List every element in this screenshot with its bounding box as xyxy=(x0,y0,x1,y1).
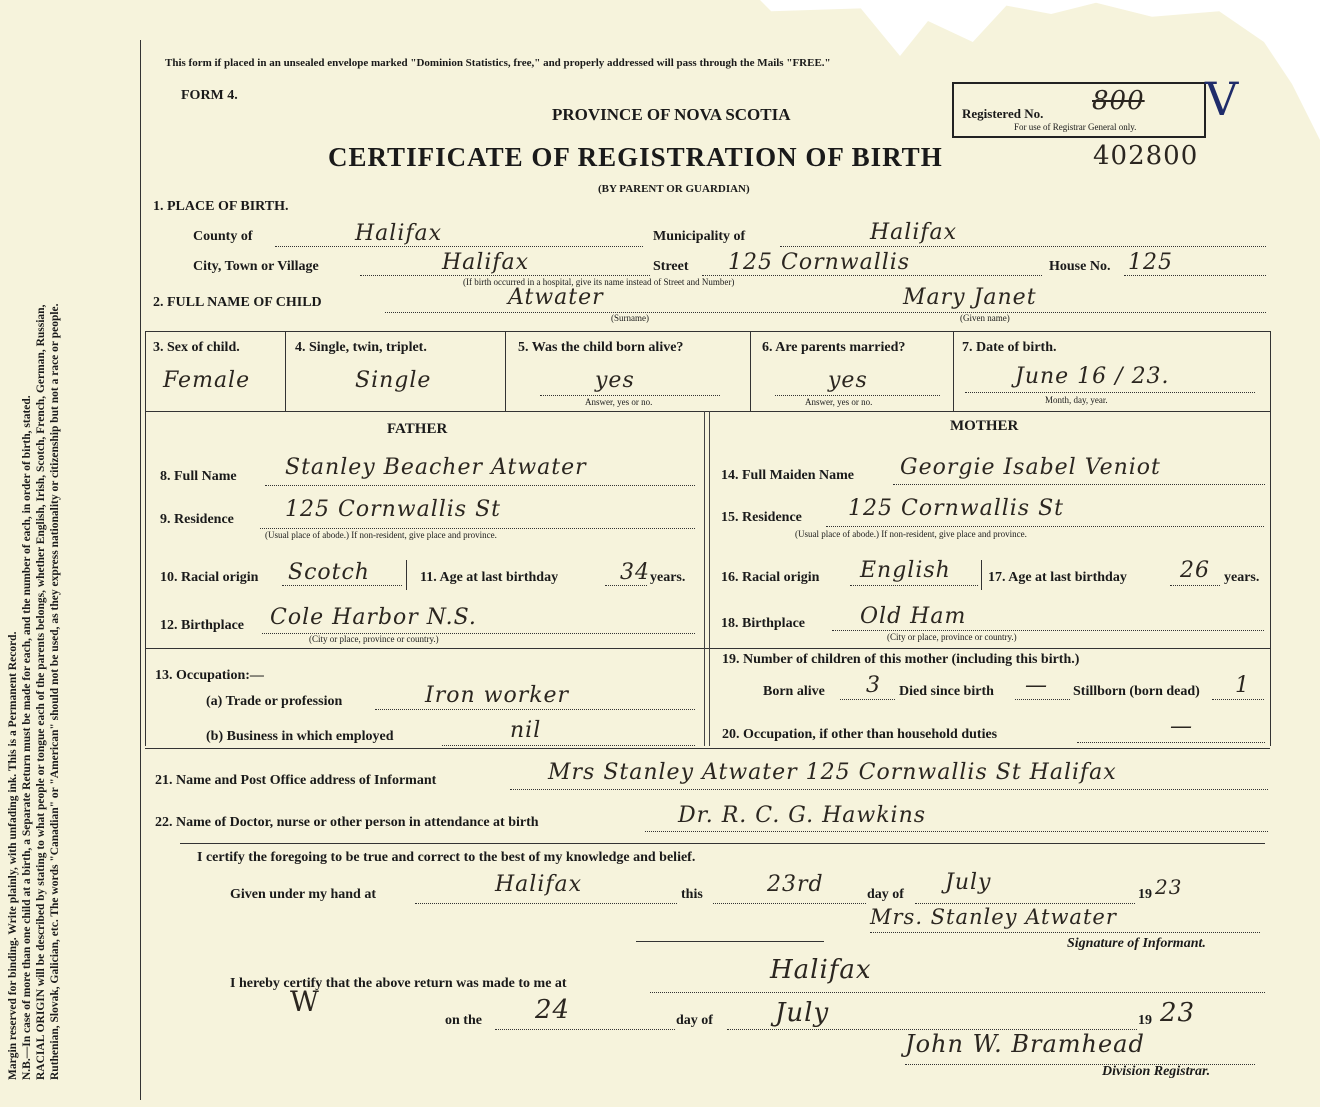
informant-label: 21. Name and Post Office address of Informant xyxy=(155,773,437,788)
registered-note: For use of Registrar General only. xyxy=(1014,122,1137,132)
registrar-year-prefix: 19 xyxy=(1138,1013,1152,1028)
sex-label: 3. Sex of child. xyxy=(153,340,240,355)
father-age-label: 11. Age at last birthday xyxy=(420,570,559,585)
mother-name-label: 14. Full Maiden Name xyxy=(721,468,854,483)
mother-age-value: 26 xyxy=(1180,558,1210,583)
alive-label: 5. Was the child born alive? xyxy=(518,340,684,355)
registrar-day: 24 xyxy=(535,995,571,1025)
mother-name-value: Georgie Isabel Veniot xyxy=(900,455,1161,480)
given-month: July xyxy=(945,870,992,895)
father-residence-caption: (Usual place of abode.) If non-resident, give place and province. xyxy=(265,530,497,540)
given-label: Given under my hand at xyxy=(230,887,376,902)
alive-caption: Answer, yes or no. xyxy=(585,397,653,407)
certify-text: I certify the foregoing to be true and correct to the best of my knowledge and belief. xyxy=(197,850,696,865)
born-alive-label: Born alive xyxy=(763,684,825,699)
year-prefix: 19 xyxy=(1138,887,1152,902)
place-section-label: 1. PLACE OF BIRTH. xyxy=(153,199,289,214)
married-label: 6. Are parents married? xyxy=(762,340,906,355)
trade-label: (a) Trade or profession xyxy=(206,694,343,709)
father-race-label: 10. Racial origin xyxy=(160,570,259,585)
county-value: Halifax xyxy=(355,221,443,246)
province-title: PROVINCE OF NOVA SCOTIA xyxy=(552,105,791,124)
margin-note-4: Ruthenian, Slovak, Galician, etc. The words "Canadian" or "American" should not be used, as they express nationality or citizenship but not a race or people. xyxy=(49,303,61,1080)
given-caption: (Given name) xyxy=(960,313,1010,323)
registrar-mark-icon: W xyxy=(290,985,320,1018)
registrar-signature: John W. Bramhead xyxy=(905,1030,1145,1058)
doctor-value: Dr. R. C. G. Hawkins xyxy=(678,803,927,828)
father-race-value: Scotch xyxy=(288,560,370,585)
father-birthplace-label: 12. Birthplace xyxy=(160,618,244,633)
margin-note-1: Margin reserved for binding. Write plainly, with unfading ink. This is a Permanent Record. xyxy=(7,631,19,1080)
mail-notice: This form if placed in an unsealed envelope marked "Dominion Statistics, free," and properly addressed will pass through the Mails "FREE." xyxy=(165,57,831,69)
father-age-suffix: years. xyxy=(650,570,686,585)
alive-value: yes xyxy=(595,368,635,393)
informant-value: Mrs Stanley Atwater 125 Cornwallis St Halifax xyxy=(548,760,1117,785)
married-caption: Answer, yes or no. xyxy=(805,397,873,407)
died-value: — xyxy=(1025,673,1048,698)
registered-box xyxy=(952,82,1206,138)
father-birthplace-value: Cole Harbor N.S. xyxy=(270,605,477,630)
born-alive-value: 3 xyxy=(866,673,881,698)
informant-signature-caption: Signature of Informant. xyxy=(1067,936,1206,951)
father-heading: FATHER xyxy=(387,421,448,437)
mother-residence-value: 125 Cornwallis St xyxy=(848,496,1064,521)
city-value: Halifax xyxy=(442,250,530,275)
margin-rule xyxy=(140,40,141,1100)
mother-birthplace-caption: (City or place, province or country.) xyxy=(887,632,1017,642)
children-label: 19. Number of children of this mother (including this birth.) xyxy=(722,652,1080,667)
mother-age-suffix: years. xyxy=(1224,570,1260,585)
mother-race-value: English xyxy=(860,558,951,583)
registered-label: Registered No. xyxy=(962,106,1044,121)
informant-signature: Mrs. Stanley Atwater xyxy=(870,905,1117,929)
registrar-month: July xyxy=(775,998,830,1028)
surname-caption: (Surname) xyxy=(611,313,649,323)
municipality-value: Halifax xyxy=(870,220,958,245)
trade-value: Iron worker xyxy=(425,683,570,708)
business-value: nil xyxy=(510,718,542,743)
registrar-caption: Division Registrar. xyxy=(1102,1064,1211,1079)
child-name-label: 2. FULL NAME OF CHILD xyxy=(153,295,322,310)
registrar-place: Halifax xyxy=(770,955,872,985)
mother-age-label: 17. Age at last birthday xyxy=(988,570,1127,585)
day-of-label: day of xyxy=(867,887,904,902)
margin-note-2: N.B.—In case of more than one child at a birth, a Separate Return must be made for each, and the number of each, in order of birth, stated. xyxy=(21,395,33,1080)
margin-notes xyxy=(6,20,62,1080)
city-label: City, Town or Village xyxy=(193,259,319,274)
died-label: Died since birth xyxy=(899,684,994,699)
business-label: (b) Business in which employed xyxy=(206,729,394,744)
mother-residence-label: 15. Residence xyxy=(721,510,802,525)
father-residence-value: 125 Cornwallis St xyxy=(285,497,501,522)
stillborn-value: 1 xyxy=(1235,673,1250,698)
this-label: this xyxy=(681,887,703,902)
mother-heading: MOTHER xyxy=(950,418,1019,434)
father-birthplace-caption: (City or place, province or country.) xyxy=(309,634,439,644)
dob-label: 7. Date of birth. xyxy=(962,340,1057,355)
married-value: yes xyxy=(828,368,868,393)
mother-occupation-label: 20. Occupation, if other than household duties xyxy=(722,727,998,742)
mother-birthplace-value: Old Ham xyxy=(860,604,967,629)
certificate-title: CERTIFICATE OF REGISTRATION OF BIRTH xyxy=(328,142,943,172)
registrar-day-of-label: day of xyxy=(676,1013,713,1028)
house-value: 125 xyxy=(1128,250,1173,275)
mother-residence-caption: (Usual place of abode.) If non-resident, give place and province. xyxy=(795,529,1027,539)
single-label: 4. Single, twin, triplet. xyxy=(295,340,427,355)
given-day: 23rd xyxy=(767,872,824,897)
occupation-label: 13. Occupation:— xyxy=(155,668,264,683)
dob-value: June 16 / 23. xyxy=(1015,364,1170,389)
registrar-on-label: on the xyxy=(445,1013,482,1028)
municipality-label: Municipality of xyxy=(653,229,746,244)
form-number: FORM 4. xyxy=(181,88,238,103)
county-label: County of xyxy=(193,229,253,244)
child-given-value: Mary Janet xyxy=(903,285,1037,310)
father-residence-label: 9. Residence xyxy=(160,512,234,527)
father-age-value: 34 xyxy=(620,560,650,585)
street-value: 125 Cornwallis xyxy=(728,250,911,275)
child-surname-value: Atwater xyxy=(508,285,604,310)
stillborn-label: Stillborn (born dead) xyxy=(1073,684,1200,699)
mother-occupation-value: — xyxy=(1170,714,1193,739)
given-place: Halifax xyxy=(495,872,583,897)
sex-value: Female xyxy=(163,368,251,393)
mother-race-label: 16. Racial origin xyxy=(721,570,820,585)
hospital-note: (If birth occurred in a hospital, give its name instead of Street and Number) xyxy=(463,277,735,287)
registrar-year: 23 xyxy=(1160,998,1196,1028)
certificate-subtitle: (BY PARENT OR GUARDIAN) xyxy=(598,183,750,195)
registered-value: 800 xyxy=(1092,86,1145,116)
father-name-value: Stanley Beacher Atwater xyxy=(285,455,587,480)
father-name-label: 8. Full Name xyxy=(160,469,237,484)
certificate-number: 402800 xyxy=(1093,141,1199,171)
mother-birthplace-label: 18. Birthplace xyxy=(721,616,805,631)
doctor-label: 22. Name of Doctor, nurse or other person in attendance at birth xyxy=(155,815,539,830)
house-label: House No. xyxy=(1049,259,1111,274)
check-mark: V xyxy=(1205,72,1240,126)
street-label: Street xyxy=(653,259,689,274)
single-value: Single xyxy=(355,368,432,393)
dob-caption: Month, day, year. xyxy=(1045,395,1108,405)
registrar-text: I hereby certify that the above return was made to me at xyxy=(230,976,567,991)
given-year: 23 xyxy=(1155,875,1183,899)
margin-note-3: RACIAL ORIGIN will be described by stating to what people or tongue each of the parents belongs, whether English, Irish, Scotch, French, German, Russian, xyxy=(35,304,47,1080)
